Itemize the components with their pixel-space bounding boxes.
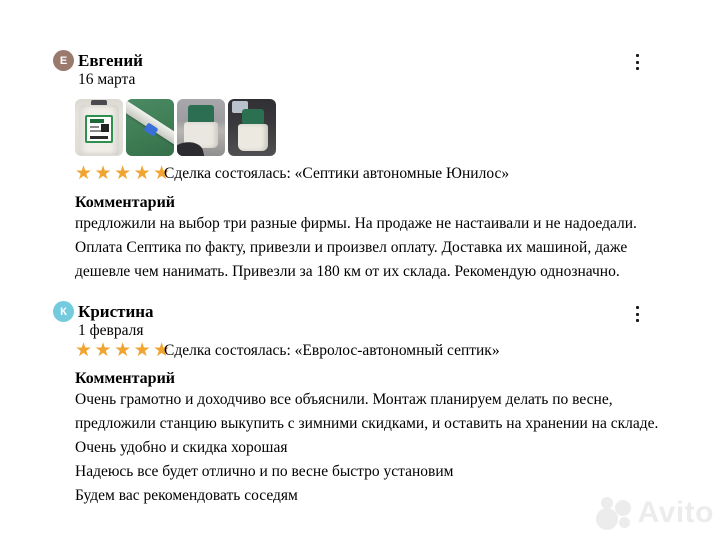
star-rating-icon: ★★★★★	[75, 162, 173, 184]
comment-heading: Комментарий	[75, 370, 176, 387]
green-pipe-fitting-photo[interactable]	[126, 99, 174, 156]
septic-tank-dark-photo[interactable]	[228, 99, 276, 156]
kebab-menu-icon[interactable]	[629, 303, 645, 325]
review-photos	[75, 99, 285, 156]
review-author: Евгений	[78, 51, 143, 70]
comment-line: Будем вас рекомендовать соседям	[75, 487, 298, 504]
comment-text	[75, 388, 675, 508]
star-rating-icon: ★★★★★	[75, 339, 173, 361]
review-date: 1 февраля	[78, 322, 144, 339]
kebab-menu-icon[interactable]	[629, 51, 645, 73]
comment-text: предложили на выбор три разные фирмы. На продаже не настаивали и не надоедали. Оплата Септика по факту, привезли и произвел оплату. Доставка их машиной, даже дешевле чем нанимать. Привезли за 180 км от их склада. Рекомендую однозначно.	[75, 215, 637, 280]
review-date: 16 марта	[78, 71, 136, 88]
deal-status-text: Сделка состоялась: «Септики автономные Юнилос»	[164, 165, 510, 182]
deal-status-text: Сделка состоялась: «Евролос-автономный септик»	[164, 342, 500, 359]
comment-line: Очень грамотно и доходчиво все объяснили. Монтаж планируем делать по весне, предложили станцию выкупить с зимними скидками, и оставить на хранении на складе.	[75, 391, 659, 432]
comment-line: Надеюсь все будет отлично и по весне быстро установим	[75, 463, 454, 480]
avatar[interactable]	[53, 50, 74, 71]
comment-heading: Комментарий	[75, 194, 176, 211]
septic-canister-label-photo[interactable]	[75, 99, 123, 156]
review-author: Кристина	[78, 302, 154, 321]
avatar-letter: К	[60, 305, 67, 318]
avito-circles-logo-icon	[596, 495, 634, 531]
avito-watermark	[596, 495, 714, 531]
septic-tank-outdoor-photo[interactable]	[177, 99, 225, 156]
avatar-letter: Е	[59, 54, 68, 67]
watermark-label: Avito	[637, 496, 714, 529]
avatar[interactable]	[53, 301, 74, 322]
comment-line: Очень удобно и скидка хорошая	[75, 439, 288, 456]
